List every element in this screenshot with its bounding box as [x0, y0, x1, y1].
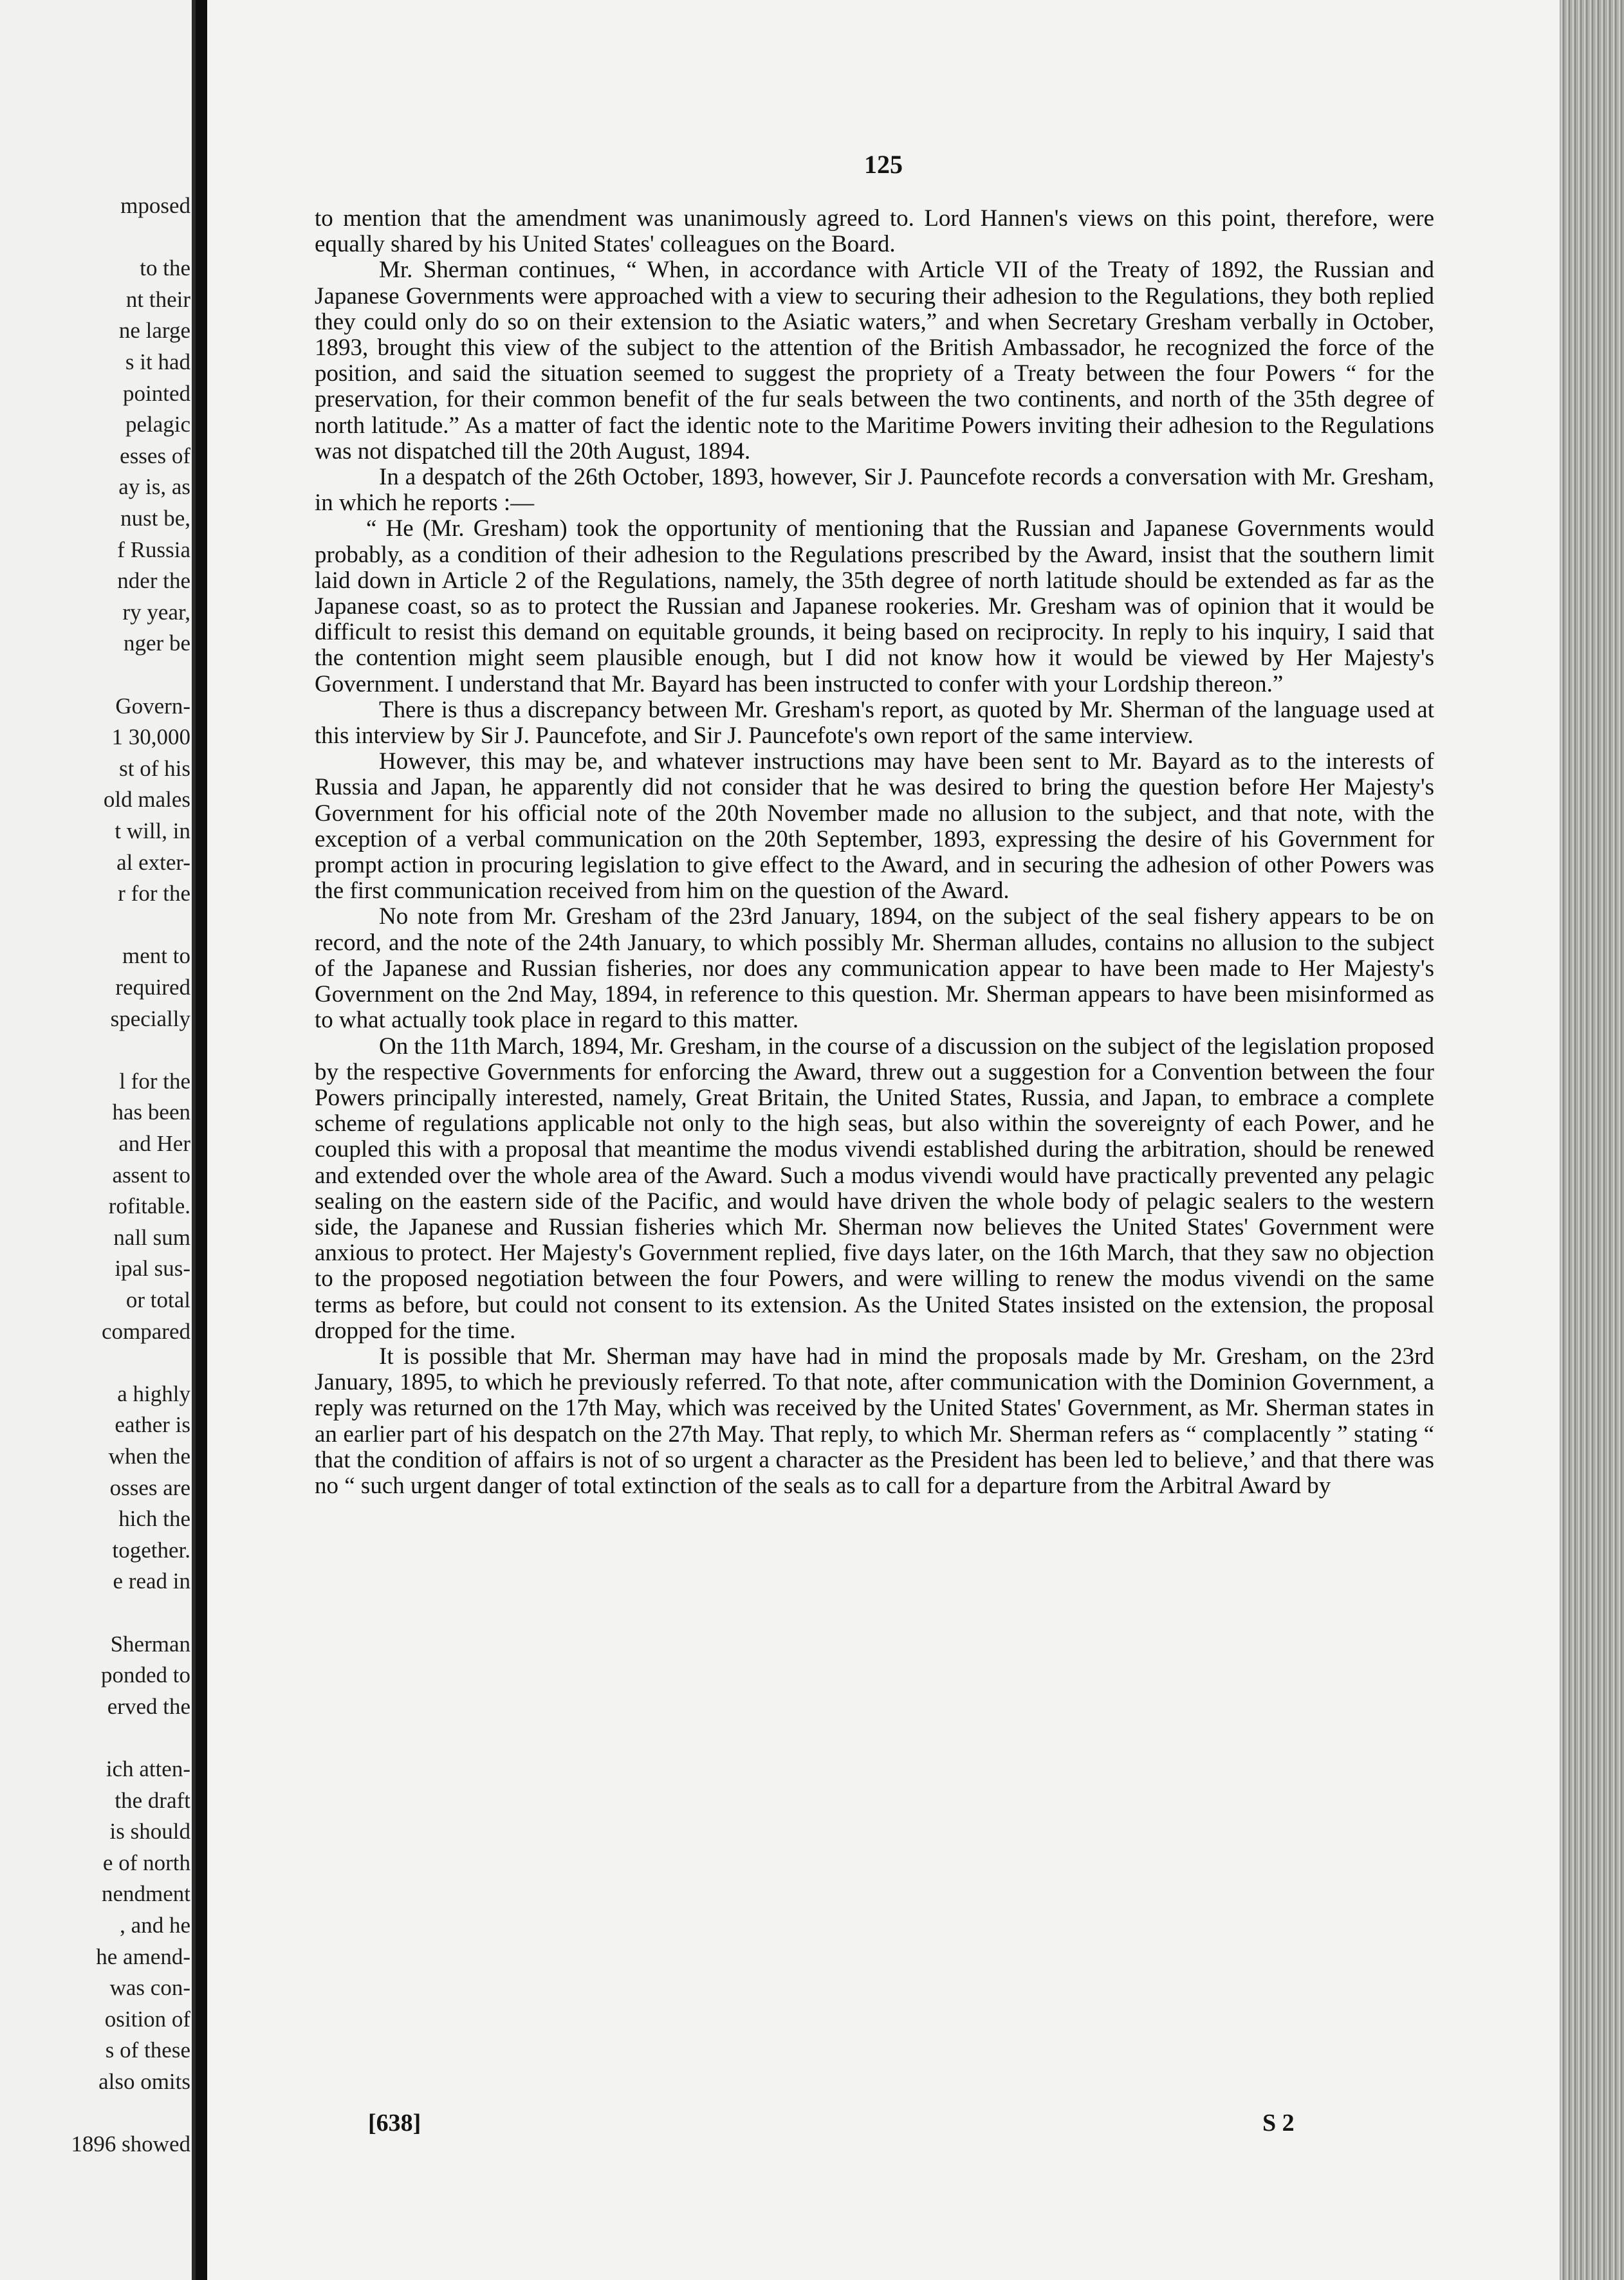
- book-gutter: [196, 0, 207, 2280]
- facing-page-line: r for the: [118, 881, 190, 906]
- facing-page-line: s of these: [105, 2037, 190, 2063]
- facing-page-line: a highly: [117, 1381, 190, 1406]
- facing-page-line: ay is, as: [118, 474, 190, 500]
- paragraph: There is thus a discrepancy between Mr. Gresham's report, as quoted by Mr. Sherman of the language used at this interview by Sir J. Pauncefote, and Sir J. Pauncefote's own report of the same interview.: [315, 696, 1434, 749]
- facing-page-line: st of his: [119, 755, 190, 781]
- paragraph: It is possible that Mr. Sherman may have had in mind the proposals made by Mr. Gresham, on the 23rd January, 1895, to which he previously referred. To that note, after communication with the Dominion Government, a reply was returned on the 17th May, which was received by the United States' Government, as Mr. Sherman states in an earlier part of his despatch on the 27th May. That reply, to which Mr. Sherman refers as “ complacently ” stating “ that the condition of affairs is not of so urgent a character as the President has been led to believe,’ and that there was no “ such urgent danger of total extinction of the seals as to call for a departure from the Arbitral Award by: [315, 1343, 1434, 1499]
- facing-page-line: hich the: [118, 1506, 190, 1532]
- facing-page-line: old males: [103, 787, 190, 813]
- facing-page-line: is should: [109, 1819, 190, 1844]
- paragraph: No note from Mr. Gresham of the 23rd January, 1894, on the subject of the seal fishery appears to be on record, and the note of the 24th January, to which possibly Mr. Sherman alludes, contains no allusion to the subject of the Japanese and Russian fisheries, nor does any communication appear to have been made to Her Majesty's Government on the 2nd May, 1894, in reference to this question. Mr. Sherman appears to have been misinformed as to what actually took place in regard to this matter.: [315, 903, 1434, 1034]
- facing-page-line: the draft: [115, 1787, 190, 1813]
- facing-page-line: nt their: [125, 286, 190, 312]
- facing-page-line: rofitable.: [108, 1193, 190, 1219]
- facing-page-line: or total: [125, 1287, 190, 1312]
- gathering-mark: S 2: [1262, 2110, 1295, 2137]
- facing-page-line: to the: [140, 255, 190, 281]
- paragraph: However, this may be, and whatever instructions may have been sent to Mr. Bayard as to the interests of Russia and Japan, he apparently did not consider that he was desired to bring the question before Her Majesty's Government for his official note of the 20th November made no allusion to the subject, and that note, with the exception of a verbal communication on the 20th September, 1893, expressing the desire of his Government for prompt action in procuring legislation to give effect to the Award, and in securing the adhesion of other Powers was the first communication received from him on the question of the Award.: [315, 748, 1434, 905]
- facing-page-line: nust be,: [120, 506, 190, 531]
- signature-mark: [638]: [368, 2110, 421, 2137]
- facing-page-line: ry year,: [122, 599, 190, 625]
- facing-page-line: s it had: [125, 349, 190, 374]
- facing-page-line: e of north: [102, 1850, 190, 1875]
- facing-page-line: 1 30,000: [111, 724, 190, 750]
- facing-page-line: mposed: [120, 193, 190, 218]
- facing-page-line: , and he: [120, 1913, 190, 1938]
- paragraph: On the 11th March, 1894, Mr. Gresham, in the course of a discussion on the subject of the legislation proposed by the respective Governments for enforcing the Award, threw out a suggestion for a Convention between the four Powers principally interested, namely, Great Britain, the United States, Russia, and Japan, to embrace a complete scheme of regulations applicable not only to the high seas, but also within the sovereignty of each Power, and he coupled this with a proposal that meantime the modus vivendi established during the arbitration, should be renewed and extended over the whole area of the Award. Such a modus vivendi would have practically prevented any pelagic sealing on the eastern side of the Pacific, and would have driven the whole body of pelagic sealers to the western side, the Japanese and Russian fisheries which Mr. Sherman now believes the United States' Government were anxious to protect. Her Majesty's Government replied, five days later, on the 16th March, that they saw no objection to the proposed negotiation between the four Powers, and were willing to renew the modus vivendi on the same terms as before, but could not consent to its extension. As the United States insisted on the extension, the proposal dropped for the time.: [315, 1033, 1434, 1344]
- facing-page-line: together.: [112, 1537, 190, 1563]
- body-text: [315, 206, 1434, 1499]
- facing-page-line: f Russia: [117, 537, 190, 562]
- facing-page-line: Govern-: [115, 693, 190, 719]
- facing-page-line: also omits: [98, 2069, 190, 2094]
- facing-page-line: 1896 showed: [71, 2131, 190, 2157]
- facing-page-line: specially: [110, 1006, 190, 1031]
- facing-page-line: l for the: [119, 1068, 190, 1094]
- paragraph: In a despatch of the 26th October, 1893, however, Sir J. Pauncefote records a conversation with Mr. Gresham, in which he reports :—: [315, 464, 1434, 517]
- facing-page-line: was con-: [109, 1975, 190, 2001]
- facing-page-line: esses of: [120, 443, 190, 468]
- quoted-paragraph: “ He (Mr. Gresham) took the opportunity of mentioning that the Russian and Japanese Governments would probably, as a condition of their adhesion to the Regulations prescribed by the Award, insist that the southern limit laid down in Article 2 of the Regulations, namely, the 35th degree of north latitude should be extended as far as the Japanese coast, so as to protect the Russian and Japanese rookeries. Mr. Gresham was of opinion that it would be difficult to resist this demand on equitable grounds, it being based on reciprocity. In reply to his inquiry, I said that the contention might seem plausible enough, but I did not know how it would be viewed by Her Majesty's Government. I understand that Mr. Bayard has been instructed to confer with your Lordship thereon.”: [315, 515, 1434, 697]
- facing-page: [0, 0, 196, 2280]
- facing-page-line: Sherman: [110, 1631, 190, 1657]
- facing-page-line: nendment: [101, 1881, 190, 1907]
- facing-page-line: required: [115, 975, 190, 1000]
- paragraph: Mr. Sherman continues, “ When, in accordance with Article VII of the Treaty of 1892, the Russian and Japanese Governments were approached with a view to securing their adhesion to the Regulations, they both replied they could only do so on their extension to the Asiatic waters,” and when Secretary Gresham verbally in October, 1893, brought this view of the subject to the attention of the British Ambassador, he recognized the force of the position, and said the situation seemed to suggest the propriety of a Treaty between the four Powers “ for the preservation, for their common benefit of the fur seals between the two continents, and north of the 35th degree of north latitude.” As a matter of fact the identic note to the Maritime Powers inviting their adhesion to the Regulations was not dispatched till the 20th August, 1894.: [315, 257, 1434, 464]
- facing-page-line: pelagic: [125, 412, 190, 437]
- page-number: 125: [864, 150, 903, 179]
- facing-page-line: nger be: [124, 630, 190, 656]
- facing-page-line: ment to: [122, 943, 190, 969]
- facing-page-line: erved the: [107, 1693, 190, 1719]
- facing-page-line: when the: [108, 1444, 190, 1469]
- facing-page-line: nall sum: [113, 1224, 190, 1250]
- facing-page-line: he amend-: [96, 1944, 190, 1969]
- main-page: [207, 0, 1560, 2280]
- facing-page-line: compared: [102, 1318, 190, 1344]
- facing-page-line: assent to: [112, 1162, 190, 1188]
- facing-page-line: e read in: [113, 1568, 190, 1594]
- facing-page-line: has been: [112, 1099, 190, 1125]
- facing-page-line: eather is: [115, 1412, 190, 1438]
- facing-page-line: nder the: [117, 568, 190, 594]
- facing-page-line: ich atten-: [106, 1756, 190, 1781]
- facing-page-line: pointed: [123, 380, 190, 406]
- paragraph-continuation: to mention that the amendment was unanimously agreed to. Lord Hannen's views on this point, therefore, were equally shared by his United States' colleagues on the Board.: [315, 205, 1434, 258]
- page-edges: [1560, 0, 1624, 2280]
- facing-page-line: osses are: [109, 1475, 190, 1500]
- facing-page-line: ponded to: [100, 1662, 190, 1688]
- facing-page-line: and Her: [118, 1131, 190, 1156]
- facing-page-line: ne large: [118, 318, 190, 344]
- facing-page-line: ipal sus-: [115, 1256, 190, 1282]
- facing-page-line: al exter-: [116, 849, 190, 875]
- facing-page-line: t will, in: [115, 818, 190, 843]
- facing-page-line: osition of: [104, 2006, 190, 2032]
